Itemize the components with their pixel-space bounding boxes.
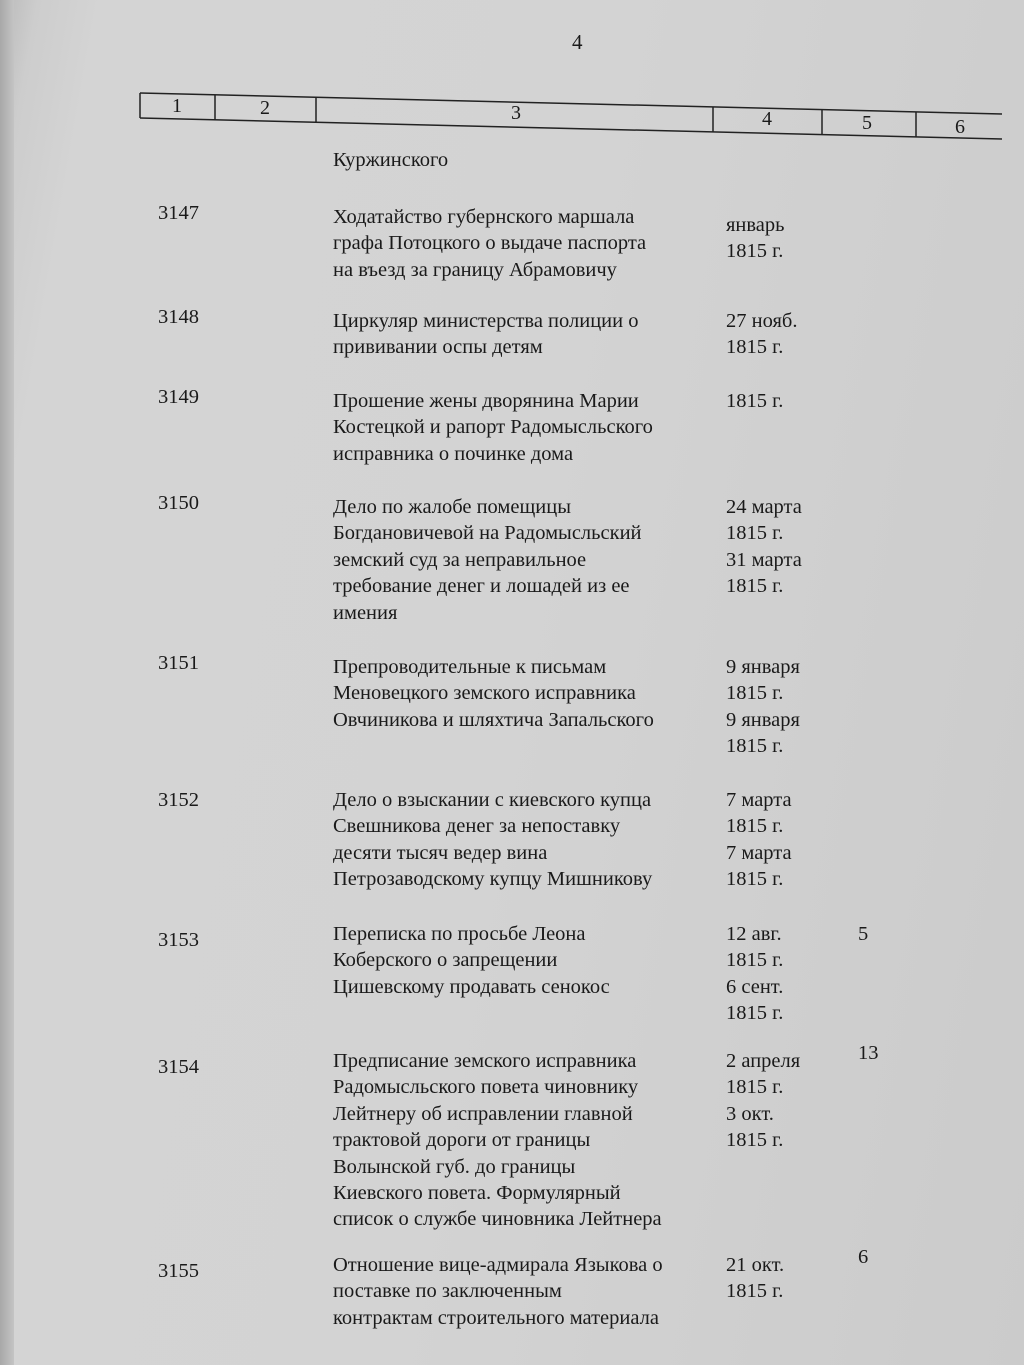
entry-date-line: 1815 г. [726, 815, 784, 838]
entry-number: 3154 [158, 1056, 199, 1078]
entry-description-line: требование денег и лошадей из ее [333, 575, 630, 598]
entry-date-line: 1815 г. [726, 949, 784, 972]
continuation-text: Куржинского [333, 149, 449, 171]
entry-date-line: 9 января [726, 708, 800, 731]
entry-date-line: 1815 г. [726, 390, 784, 412]
page-edge [0, 0, 14, 1365]
entry-date-line: 1815 г. [726, 735, 784, 758]
entry-description-line: десяти тысяч ведер вина [333, 841, 548, 864]
entry-date-line: 1815 г. [726, 240, 784, 263]
entry-date-line: 1815 г. [726, 1002, 784, 1025]
entry-description-line: список о службе чиновника Лейтнера [333, 1208, 662, 1231]
entry-description-line: Петрозаводскому купцу Мишникову [333, 868, 653, 891]
entry-description-line: Препроводительные к письмам [333, 656, 607, 678]
entry-number: 3149 [158, 386, 199, 408]
entry-description-line: прививании оспы детям [333, 336, 543, 359]
entry-description-line: поставке по заключенным [333, 1280, 562, 1303]
entry-description-line: Дело о взыскании с киевского купца [333, 789, 652, 811]
entry-number: 3150 [158, 492, 199, 514]
entry-date-line: 3 окт. [726, 1102, 774, 1125]
entry-description-line: графа Потоцкого о выдаче паспорта [333, 232, 647, 255]
entry-description-line: исправника о починке дома [333, 442, 574, 465]
entry-number: 3148 [158, 306, 199, 328]
entry-number: 3153 [158, 929, 199, 951]
entry-description-line: на въезд за границу Абрамовичу [333, 258, 617, 281]
entry-description-line: Прошение жены дворянина Марии [333, 390, 639, 412]
header-col-5: 5 [862, 112, 872, 134]
entry-date-line: 1815 г. [726, 868, 784, 891]
header-col-6: 6 [955, 116, 965, 138]
entry-sheet-count: 6 [858, 1246, 869, 1268]
entry-description-line: Волынской губ. до границы [333, 1155, 576, 1178]
entry-description-line: Переписка по просьбе Леона [333, 923, 586, 945]
entry-description-line: Коберского о запрещении [333, 949, 558, 972]
entry-date-line: 27 нояб. [726, 310, 798, 332]
entry-description-line: Лейтнеру об исправлении главной [333, 1102, 633, 1125]
header-table [0, 0, 1024, 160]
entry-description-line: Богдановичевой на Радомысльский [333, 522, 642, 545]
entry-number: 3155 [158, 1260, 199, 1282]
entry-description-line: Меновецкого земского исправника [333, 682, 636, 705]
entry-description-line: Цишевскому продавать сенокос [333, 975, 610, 998]
header-col-1: 1 [172, 95, 182, 117]
entry-date-line: 9 января [726, 656, 800, 678]
entry-date-line: январь [726, 214, 785, 236]
entry-date-line: 1815 г. [726, 336, 784, 359]
entry-date-line: 1815 г. [726, 1129, 784, 1152]
entry-date-line: 2 апреля [726, 1050, 801, 1072]
entry-description-line: Киевского повета. Формулярный [333, 1182, 621, 1204]
header-col-4: 4 [762, 108, 772, 130]
entry-description-line: Овчиникова и шляхтича Запальского [333, 708, 654, 731]
entry-description-line: Дело по жалобе помещицы [333, 496, 571, 518]
entry-description-line: Костецкой и рапорт Радомысльского [333, 416, 653, 439]
entry-date-line: 7 марта [726, 841, 792, 864]
entry-date-line: 24 марта [726, 496, 802, 518]
entry-description-line: имения [333, 601, 398, 624]
entry-sheet-count: 13 [858, 1042, 879, 1064]
entry-sheet-count: 5 [858, 923, 869, 945]
entry-description-line: Радомысльского повета чиновнику [333, 1076, 639, 1099]
entry-date-line: 1815 г. [726, 1076, 784, 1099]
entry-description-line: Отношение вице-адмирала Языкова о [333, 1254, 663, 1276]
entry-description-line: Свешникова денег за непоставку [333, 815, 621, 838]
entry-date-line: 1815 г. [726, 575, 784, 598]
entry-description-line: Циркуляр министерства полиции о [333, 310, 639, 332]
entry-date-line: 6 сент. [726, 975, 784, 998]
header-col-3: 3 [511, 102, 521, 124]
entry-description-line: Ходатайство губернского маршала [333, 206, 635, 228]
entry-number: 3152 [158, 789, 199, 811]
entry-number: 3147 [158, 202, 199, 224]
header-col-2: 2 [260, 97, 270, 119]
entry-description-line: контрактам строительного материала [333, 1306, 659, 1329]
entry-date-line: 21 окт. [726, 1254, 785, 1276]
entry-date-line: 1815 г. [726, 522, 784, 545]
entry-date-line: 1815 г. [726, 682, 784, 705]
entry-date-line: 31 марта [726, 548, 802, 571]
entry-date-line: 7 марта [726, 789, 792, 811]
entry-description-line: земский суд за неправильное [333, 548, 587, 571]
entry-date-line: 1815 г. [726, 1280, 784, 1303]
entry-description-line: трактовой дороги от границы [333, 1129, 591, 1152]
entry-date-line: 12 авг. [726, 923, 782, 945]
entry-number: 3151 [158, 652, 199, 674]
page-number: 4 [572, 30, 583, 54]
entry-description-line: Предписание земского исправника [333, 1050, 637, 1072]
